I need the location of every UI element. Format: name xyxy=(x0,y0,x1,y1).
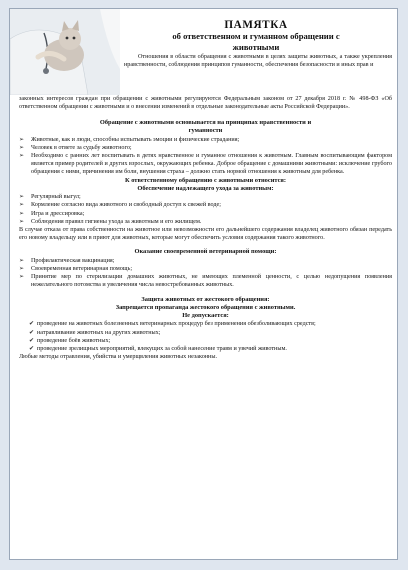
list-item: ➢ Принятие мер по стерилизации домашних животных, не имеющих племенной ценности, с целью недопущения появления нежелательного потомства и увеличения числа невостребованных животных. xyxy=(19,274,392,289)
check-bullet-icon: ✔ xyxy=(28,346,34,353)
list-item: ➢ Человек в ответе за судьбу животного; xyxy=(19,144,132,151)
arrowhead-bullet-icon: ➢ xyxy=(19,136,25,143)
page-title: ПАМЯТКА xyxy=(224,19,288,31)
list-item: ✔ проведение зрелищных мероприятий, влекущих за собой нанесение травм и увечий животным. xyxy=(19,345,392,353)
arrowhead-bullet-icon: ➢ xyxy=(19,274,25,281)
list-item: ➢ Игра и дрессировка; xyxy=(19,210,85,217)
cruelty-heading: Защита животных от жестокого обращения: xyxy=(141,295,270,303)
page-subtitle-line2: животными xyxy=(232,41,280,52)
arrowhead-bullet-icon: ➢ xyxy=(19,202,25,209)
list-item: ✔ натравливание животных на других животных; xyxy=(19,329,392,337)
list-item: ➢ Животные, как и люди, способны испытывать эмоции и физические страдания; xyxy=(19,136,240,143)
principles-heading-line1: Обращение с животными основывается на принципах нравственности и xyxy=(99,119,312,126)
list-item: ➢ Необходимо с ранних лет воспитывать в детях нравственное и гуманное отношения к животным. Главным воспитывающим фактором является пример родителей и других взрослых, окружающих ребенка. Доброе обращение с домашними животными: исключение грубого обращения с ними, причинения им боли, внушения страха – должно стать нормой отношения к животным для ребенка. xyxy=(19,153,392,176)
arrowhead-bullet-icon: ➢ xyxy=(19,153,25,159)
list-item: ➢ Своевременная ветеринарная помощь; xyxy=(19,265,133,272)
arrowhead-bullet-icon: ➢ xyxy=(19,210,25,217)
responsible-heading: К ответственному обращению с животными относится: xyxy=(124,176,287,184)
arrowhead-bullet-icon: ➢ xyxy=(19,257,25,264)
list-item: ✔ проведение на животных болезненных ветеринарных процедур без применения обезболивающих средств; xyxy=(19,320,392,328)
intro-paragraph-continued: законных интересов граждан при обращении с животными регулируются Федеральным законом от 27 декабря 2018 г. № 498-ФЗ «Об ответственном обращении с животными и о внесении изменений в отдельные законодательные акты Российской Федерации». xyxy=(19,96,392,111)
check-bullet-icon: ✔ xyxy=(28,329,34,336)
arrowhead-bullet-icon: ➢ xyxy=(19,265,25,272)
vet-heading: Оказание своевременной ветеринарной помощи: xyxy=(134,248,277,256)
not-allowed-list xyxy=(19,320,392,353)
check-bullet-icon: ✔ xyxy=(28,321,34,328)
principles-list xyxy=(19,136,392,177)
veterinarian-kitten-image xyxy=(10,9,120,95)
list-item: ➢ Регулярный выгул; xyxy=(19,194,81,201)
check-bullet-icon: ✔ xyxy=(28,337,34,344)
arrowhead-bullet-icon: ➢ xyxy=(19,218,25,225)
page-subtitle-line1: об ответственном и гуманном обращении с xyxy=(172,31,340,41)
care-heading: Обеспечение надлежащего ухода за животным: xyxy=(137,184,274,192)
care-list xyxy=(19,193,392,226)
arrowhead-bullet-icon: ➢ xyxy=(19,194,25,201)
not-allowed-heading: Не допускается: xyxy=(182,312,229,320)
list-item: ➢ Профилактическая вакцинация; xyxy=(19,257,115,264)
refusal-paragraph: В случае отказа от права собственности на животное или невозможности его дальнейшего содержания владелец животного обязан передать его новому владельцу или в приют для животных, которые могут обеспечить условия содержания такого животного. xyxy=(19,227,392,242)
list-item: ➢ Соблюдения правил гигиены ухода за животным и его жилищем. xyxy=(19,218,202,225)
intro-paragraph: Отношения в области обращения с животными в целях защиты животных, а также укрепления нравственности, соблюдения принципов гуманности, обеспечения безопасности и иных прав и xyxy=(124,54,392,69)
closing-paragraph: Любые методы отравления, убийства и умерщвления животных незаконны. xyxy=(19,354,217,361)
list-item: ➢ Кормление согласно вида животного и свободный доступ к свежей воде; xyxy=(19,202,221,209)
title-block xyxy=(122,19,390,52)
arrowhead-bullet-icon: ➢ xyxy=(19,144,25,151)
propaganda-heading: Запрещается пропаганда жестокого обращения с животными. xyxy=(115,303,296,311)
memo-sheet xyxy=(9,8,398,560)
vet-list xyxy=(19,257,392,290)
principles-heading-line2: гуманности xyxy=(188,127,223,135)
list-item: ✔ проведение боёв животных; xyxy=(19,337,392,345)
memo-body xyxy=(19,119,392,361)
